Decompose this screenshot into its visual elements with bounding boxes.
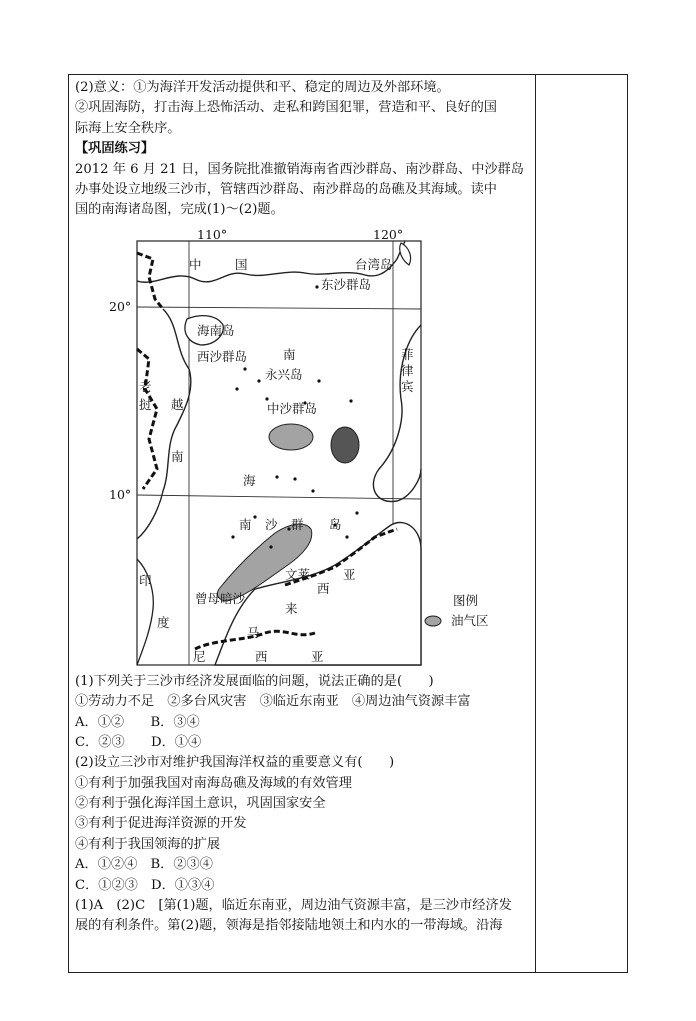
- malaysia-label-xi: 西: [255, 648, 268, 664]
- malaysia-label-ni: 尼: [193, 648, 206, 664]
- q1-options: ①劳动力不足 ②多台风灾害 ③临近东南亚 ④周边油气资源丰富: [75, 694, 471, 710]
- q1-choice-line: A．①② B．③④: [75, 714, 200, 730]
- section-title: 【巩固练习】: [75, 141, 155, 157]
- q2-option: ②有利于强化海洋国土意识，巩固国家安全: [75, 796, 326, 812]
- lon-120-label: 120°: [373, 226, 404, 242]
- text-line: 际海上安全秩序。: [75, 120, 181, 136]
- answer-line: (1)A (2)C [第(1)题，临近东南亚，周边油气资源丰富，是三沙市经济发: [75, 898, 512, 914]
- nan-label-1: 南: [283, 346, 296, 362]
- malaysia-label-ma: 马: [247, 624, 260, 640]
- xi-label: 西: [317, 580, 330, 596]
- lat-10-label: 10°: [109, 486, 132, 502]
- left-cell: [75, 78, 527, 937]
- map-figure: [109, 226, 495, 669]
- nansha-label-2: 沙: [265, 516, 278, 532]
- q2-option: ①有利于加强我国对南海岛礁及海域的有效管理: [75, 775, 352, 791]
- laos-label-1: 老: [139, 378, 152, 394]
- question-1: [75, 672, 527, 754]
- china-label-1: 中: [189, 256, 202, 272]
- zhongsha-label: 中沙群岛: [267, 400, 318, 416]
- dongsha-label: 东沙群岛: [321, 276, 372, 292]
- indonesia-label-2: 度: [157, 614, 170, 630]
- intro-line: 国的南海诸岛图，完成(1)～(2)题。: [75, 202, 284, 218]
- q2-choice-line: A．①②④ B．②③④: [75, 857, 213, 873]
- hainan-label: 海南岛: [197, 322, 235, 338]
- nansha-label-3: 群: [291, 516, 304, 532]
- oil-area-zhongsha: [269, 424, 313, 450]
- intro-line: 办事处设立地级三沙市，管辖西沙群岛、南沙群岛的岛礁及其海域。读中: [75, 181, 497, 197]
- vietnam-label-1: 越: [171, 396, 184, 412]
- taiwan-label: 台湾岛: [355, 256, 393, 272]
- q2-option: ③有利于促进海洋资源的开发: [75, 816, 247, 832]
- q1-stem: (1)下列关于三沙市经济发展面临的问题，说法正确的是( ): [75, 673, 434, 689]
- q2-stem: (2)设立三沙市对维护我国海洋权益的重要意义有( ): [75, 755, 395, 771]
- lai-label: 来: [285, 600, 298, 616]
- q2-option: ④有利于我国领海的扩展: [75, 836, 221, 852]
- zengmu-label: 曾母暗沙: [195, 590, 246, 606]
- answer-block: [75, 896, 527, 937]
- question-2: [75, 753, 527, 896]
- answer-line: 展的有利条件。第(2)题，领海是指邻接陆地领土和内水的一带海域。沿海: [75, 918, 503, 934]
- yongxing-label: 永兴岛: [265, 366, 303, 382]
- laos-label-2: 挝: [139, 396, 152, 412]
- q1-choice-line: C．②③ D．①④: [75, 734, 202, 750]
- vietnam-label-2: 南: [171, 448, 184, 464]
- lat-20-label: 20°: [109, 298, 132, 314]
- indonesia-label-1: 印: [139, 572, 152, 588]
- text-line: (2)意义：①为海洋开发活动提供和平、稳定的周边及外部环境。: [75, 80, 450, 95]
- malaysia-label-ya: 亚: [311, 648, 324, 664]
- legend-item-label: 油气区: [451, 612, 489, 628]
- xisha-label: 西沙群岛: [197, 348, 248, 364]
- nansha-label-1: 南: [239, 516, 252, 532]
- intro-line: 2012 年 6 月 21 日，国务院批准撤销海南省西沙群岛、南沙群岛、中沙群岛: [75, 161, 524, 177]
- legend-title: 图例: [453, 592, 479, 608]
- document-table: [68, 74, 628, 973]
- oil-area-east: [331, 427, 359, 463]
- sea-label: 海: [243, 472, 256, 488]
- q2-choice-line: C．①②③ D．①③④: [75, 877, 215, 893]
- philippines-label-1: 菲: [401, 346, 414, 362]
- brunei-label: 文莱: [285, 566, 311, 582]
- nansha-label-4: 岛: [329, 516, 342, 532]
- china-label-2: 国: [235, 256, 248, 272]
- legend-swatch: [425, 616, 441, 626]
- asia-label: 亚: [343, 566, 356, 582]
- column-divider: [535, 75, 536, 972]
- philippines-label-3: 宾: [401, 378, 414, 394]
- lon-110-label: 110°: [197, 226, 228, 242]
- philippines-label-2: 律: [401, 362, 414, 378]
- south-china-sea-map: [109, 226, 495, 669]
- text-line: ②巩固海防，打击海上恐怖活动、走私和跨国犯罪，营造和平、良好的国: [75, 100, 497, 116]
